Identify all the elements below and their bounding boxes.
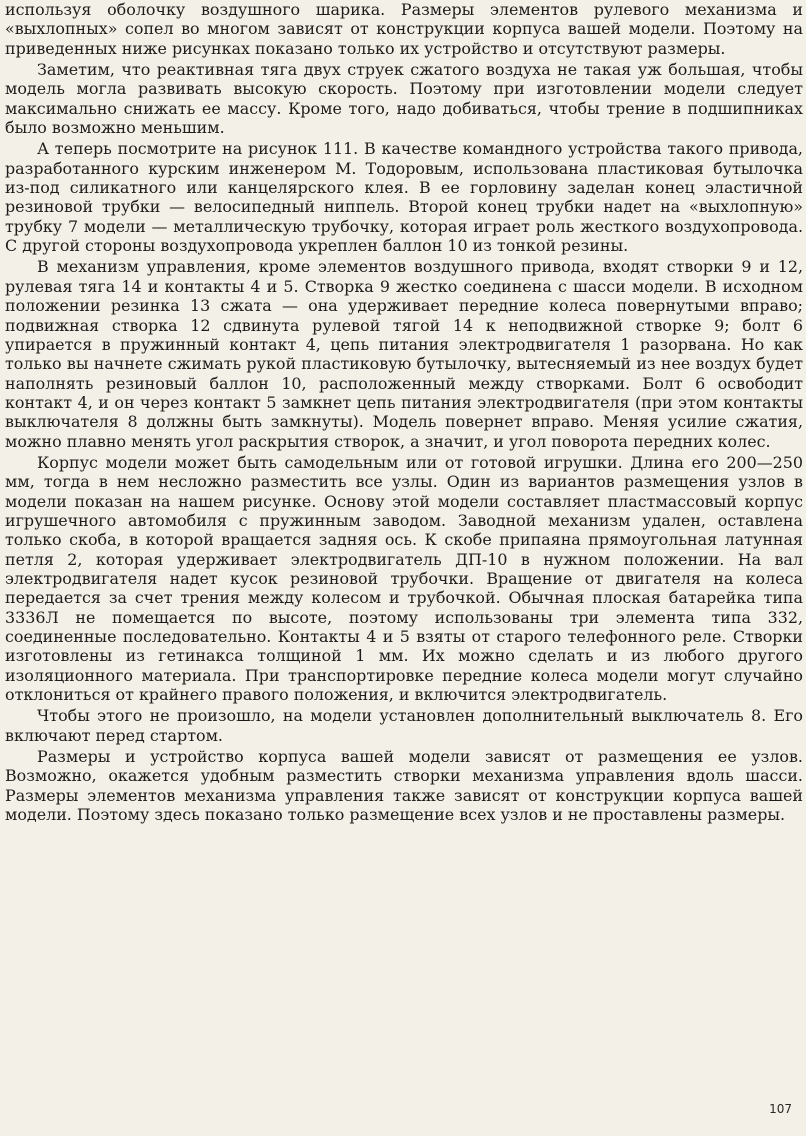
paragraph-4: В механизм управления, кроме элементов воздушного привода, входят створки 9 и 12, рулевая тяга 14 и контакты 4 и 5. Створка 9 жестко соединена с шасси модели. В исходном положении резинка 13 сжата — она удерживает передние колеса повернутыми вправо; подвижная створка 12 сдвинута рулевой тягой 14 к неподвижной створке 9; болт 6 упирается в пружинный контакт 4, цепь питания электродвигателя 1 разорвана. Но как только вы начнете сжимать рукой пластиковую бутылочку, вытесняемый из нее воздух будет наполнять резиновый баллон 10, расположенный между створками. Болт 6 освободит контакт 4, и он через контакт 5 замкнет цепь питания электродвигателя (при этом контакты выключателя 8 должны быть замкнуты). Модель повернет вправо. Меняя усилие сжатия, можно плавно менять угол раскрытия створок, а значит, и угол поворота передних колес. bbox=[5, 257, 803, 451]
page-body bbox=[5, 0, 803, 824]
paragraph-1: используя оболочку воздушного шарика. Размеры элементов рулевого механизма и «выхлопных» сопел во многом зависят от конструкции корпуса вашей модели. Поэтому на приведенных ниже рисунках показано только их устройство и отсутствуют размеры. bbox=[5, 0, 803, 58]
paragraph-3: А теперь посмотрите на рисунок 111. В качестве командного устройства такого привода, разработанного курским инженером М. Тодоровым, использована пластиковая бутылочка из-под силикатного или канцелярского клея. В ее горловину заделан конец эластичной резиновой трубки — велосипедный ниппель. Второй конец трубки надет на «выхлопную» трубку 7 модели — металлическую трубочку, которая играет роль жесткого воздухопровода. С другой стороны воздухопровода укреплен баллон 10 из тонкой резины. bbox=[5, 139, 803, 256]
paragraph-5: Корпус модели может быть самодельным или от готовой игрушки. Длина его 200—250 мм, тогда в нем несложно разместить все узлы. Один из вариантов размещения узлов в модели показан на нашем рисунке. Основу этой модели составляет пластмассовый корпус игрушечного автомобиля с пружинным заводом. Заводной механизм удален, оставлена только скоба, в которой вращается задняя ось. К скобе припаяна прямоугольная латунная петля 2, которая удерживает электродвигатель ДП-10 в нужном положении. На вал электродвигателя надет кусок резиновой трубочки. Вращение от двигателя на колеса передается за счет трения между колесом и трубочкой. Обычная плоская батарейка типа 3336Л не помещается по высоте, поэтому использованы три элемента типа 332, соединенные последовательно. Контакты 4 и 5 взяты от старого телефонного реле. Створки изготовлены из гетинакса толщиной 1 мм. Их можно сделать и из любого другого изоляционного материала. При транспортировке передние колеса модели могут случайно отклониться от крайнего правого положения, и включится электродвигатель. bbox=[5, 452, 803, 705]
paragraph-7: Размеры и устройство корпуса вашей модели зависят от размещения ее узлов. Возможно, окажется удобным разместить створки механизма управления вдоль шасси. Размеры элементов механизма управления также зависят от конструкции корпуса вашей модели. Поэтому здесь показано только размещение всех узлов и не проставлены размеры. bbox=[5, 747, 803, 825]
page-number: 107 bbox=[769, 1102, 792, 1116]
paragraph-6: Чтобы этого не произошло, на модели установлен дополнительный выключатель 8. Его включают перед стартом. bbox=[5, 706, 803, 745]
paragraph-2: Заметим, что реактивная тяга двух струек сжатого воздуха не такая уж большая, чтобы модель могла развивать высокую скорость. Поэтому при изготовлении модели следует максимально снижать ее массу. Кроме того, надо добиваться, чтобы трение в подшипниках было возможно меньшим. bbox=[5, 60, 803, 138]
